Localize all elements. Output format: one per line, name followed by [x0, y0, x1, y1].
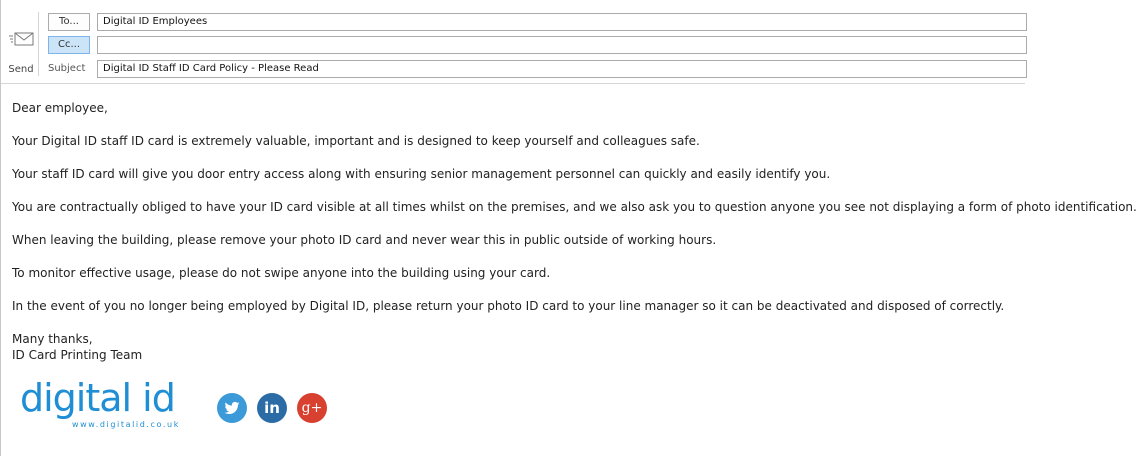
paragraph-5: To monitor effective usage, please do not swipe anyone into the building using your card.: [12, 266, 551, 280]
logo-text: digital id: [20, 376, 175, 420]
paragraph-2: Your staff ID card will give you door entry access along with ensuring senior management personnel can quickly and easily identify you.: [12, 167, 831, 181]
subject-label: Subject: [48, 63, 86, 74]
send-label: Send: [8, 64, 34, 75]
paragraph-3: You are contractually obliged to have your ID card visible at all times whilst on the premises, and we also ask you to question anyone you see not displaying a form of photo identification.: [12, 200, 1137, 214]
to-field[interactable]: Digital ID Employees: [97, 13, 1027, 31]
twitter-button[interactable]: [217, 393, 247, 423]
google-plus-icon: g+: [301, 400, 323, 416]
digital-id-logo: [20, 376, 200, 434]
twitter-icon: [223, 399, 241, 417]
linkedin-button[interactable]: [257, 393, 287, 423]
linkedin-icon: in: [264, 399, 280, 417]
cc-field[interactable]: [97, 36, 1027, 54]
paragraph-4: When leaving the building, please remove your photo ID card and never wear this in public outside of working hours.: [12, 233, 717, 247]
cc-button[interactable]: Cc...: [48, 36, 90, 54]
to-button[interactable]: To...: [48, 13, 90, 31]
compose-header: [1, 0, 1025, 84]
google-plus-button[interactable]: [297, 393, 327, 423]
logo-url: www.digitalid.co.uk: [72, 420, 180, 429]
subject-field[interactable]: Digital ID Staff ID Card Policy - Please Read: [97, 60, 1027, 78]
greeting: Dear employee,: [12, 101, 108, 115]
paragraph-6: In the event of you no longer being employed by Digital ID, please return your photo ID card to your line manager so it can be deactivated and disposed of correctly.: [12, 299, 1005, 313]
send-envelope-icon: [9, 29, 35, 47]
message-body[interactable]: [12, 100, 1137, 363]
signoff: Many thanks,: [12, 332, 93, 346]
paragraph-1: Your Digital ID staff ID card is extremely valuable, important and is designed to keep yourself and colleagues safe.: [12, 134, 700, 148]
signature: ID Card Printing Team: [12, 348, 143, 362]
send-button[interactable]: [3, 12, 39, 76]
